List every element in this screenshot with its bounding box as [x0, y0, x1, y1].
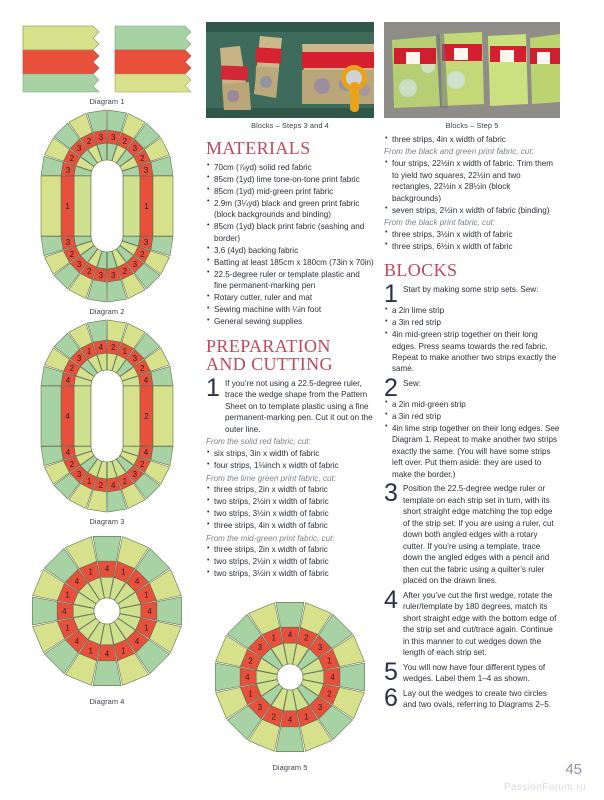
svg-text:1: 1: [88, 567, 93, 577]
list-item: • two strips, 3½in x width of fabric: [206, 568, 374, 579]
list-item: • General sewing supplies: [206, 316, 374, 327]
blocks-column: [384, 22, 560, 711]
step-number: 6: [384, 683, 398, 712]
svg-text:1: 1: [122, 346, 128, 356]
diagram-3-caption: Diagram 3: [89, 517, 125, 526]
svg-text:2: 2: [327, 689, 332, 699]
list-item: • 70cm (⅞yd) solid red fabric: [206, 162, 374, 173]
svg-text:3: 3: [257, 642, 263, 652]
cut-group-subhead: From the black and green print fabric, cut:: [384, 147, 534, 157]
svg-text:3: 3: [65, 165, 71, 175]
preparation-step-1: [206, 373, 374, 435]
svg-text:1: 1: [88, 646, 93, 656]
svg-text:4: 4: [65, 375, 71, 385]
svg-text:4: 4: [134, 576, 140, 586]
step-text: You will now have four different types of wedges. Label them 1–4 as shown.: [403, 662, 546, 684]
cut-group-midgreen: [206, 533, 374, 580]
svg-text:1: 1: [65, 202, 70, 211]
cut-group-subhead: From the solid red fabric, cut:: [206, 437, 311, 447]
svg-text:3: 3: [76, 259, 82, 269]
page-number: 45: [565, 761, 582, 778]
cut-group-subhead: From the mid-green print fabric, cut:: [206, 533, 335, 543]
photo-1-image: [206, 22, 374, 118]
list-item: • Batting at least 185cm x 180cm (73in x 70in): [206, 257, 374, 268]
list-item: • two strips, 3½in x width of fabric: [206, 508, 374, 519]
diagram-4-svg: [24, 528, 190, 694]
list-item: • a 2in mid-green strip: [384, 399, 560, 410]
step-text: Start by making some strip sets. Sew:: [403, 285, 539, 295]
list-item: • 2.9m (3¼yd) black and green print fabric (block backgrounds and binding): [206, 198, 374, 221]
list-item: • two strips, 2½in x width of fabric: [206, 496, 374, 507]
svg-text:3: 3: [110, 133, 116, 142]
diagram-1-canvas: [18, 22, 196, 94]
watermark: PassionForum.ru: [503, 782, 586, 793]
list-item: • four strips, 22½in x width of fabric. Trim them to yield two squares, 22½in and two rectangles, 22½in x 28½in (block backgrounds): [384, 158, 560, 204]
cut-group-list: [206, 448, 374, 471]
materials-column: [206, 22, 374, 774]
svg-text:4: 4: [74, 576, 80, 586]
figure-photo-2: [384, 22, 560, 130]
step-number: 3: [384, 479, 398, 508]
svg-text:1: 1: [65, 623, 70, 633]
blocks-step-6: [384, 683, 560, 712]
diagram-5-svg: [207, 594, 373, 760]
svg-text:3: 3: [132, 144, 138, 154]
svg-text:2: 2: [69, 249, 75, 259]
photo-2-image: [384, 22, 560, 118]
figure-diagram-3: [18, 318, 196, 526]
svg-text:4: 4: [65, 448, 71, 458]
svg-text:3: 3: [132, 259, 138, 269]
svg-text:3: 3: [65, 238, 71, 248]
svg-text:3: 3: [317, 703, 323, 713]
diagram-5-caption: Diagram 5: [272, 762, 308, 772]
photo-2-caption: Blocks – Step 5: [445, 121, 499, 130]
svg-text:3: 3: [143, 238, 149, 248]
svg-text:4: 4: [134, 637, 140, 647]
svg-text:1: 1: [144, 623, 149, 633]
svg-text:2: 2: [122, 136, 128, 146]
svg-text:1: 1: [271, 633, 276, 643]
list-item: • 4in lime strip together on their long edges. See Diagram 1. Repeat to make another two strips exactly the same. (You will have some strips left over. Put them aside: they are used to make the border.): [384, 423, 560, 480]
list-item: • three strips, 6½in x width of fabric: [384, 241, 560, 252]
svg-text:1: 1: [86, 477, 92, 487]
list-item: • six strips, 3in x width of fabric: [206, 448, 374, 459]
svg-text:3: 3: [132, 469, 138, 479]
materials-list: [206, 162, 374, 328]
step-text: If you’re not using a 22.5-degree ruler, trace the wedge shape from the Pattern Sheet on to template plastic using a fine permanent-marking pen. Cut it out on the outer line.: [225, 378, 373, 434]
list-item: • 85cm (1yd) black print fabric (sashing and border): [206, 221, 374, 244]
blocks-heading: BLOCKS: [384, 260, 458, 281]
list-item: • a 2in lime strip: [384, 305, 560, 316]
list-item: • two strips, 2½in x width of fabric: [206, 556, 374, 567]
step-text: Position the 22.5-degree wedge ruler or template on each strip set in turn, with its short straight edge matching the top edge of the strip set. If you are using a ruler, cut down both angled edges with a rotary cutter. If you’re using a template, trace down the angled edges with a pencil and then cut the fabric using a quilter’s ruler placed on the drawn lines.: [403, 484, 554, 586]
svg-text:1: 1: [122, 477, 128, 487]
diagram-4-caption: Diagram 4: [89, 697, 125, 706]
svg-text:4: 4: [104, 564, 110, 574]
svg-text:1: 1: [304, 712, 309, 722]
svg-text:3: 3: [76, 469, 82, 479]
svg-text:1: 1: [65, 590, 70, 600]
svg-text:4: 4: [143, 448, 149, 458]
cut-group-subhead: From the black print fabric, cut:: [384, 218, 496, 228]
svg-text:2: 2: [271, 712, 276, 722]
svg-text:3: 3: [317, 642, 323, 652]
list-item: • three strips, 2in x width of fabric: [206, 544, 374, 555]
svg-text:2: 2: [98, 481, 104, 490]
svg-text:1: 1: [248, 689, 253, 699]
svg-text:4: 4: [110, 481, 116, 490]
svg-text:2: 2: [69, 364, 75, 374]
svg-text:2: 2: [86, 267, 92, 277]
svg-text:4: 4: [74, 637, 80, 647]
figure-diagram-2: [18, 108, 196, 316]
list-item: • 3.6 (4yd) backing fabric: [206, 245, 374, 256]
svg-text:4: 4: [147, 607, 152, 616]
cut-group-subhead: From the lime green print fabric, cut:: [206, 473, 336, 483]
svg-text:4: 4: [98, 343, 104, 352]
materials-heading: MATERIALS: [206, 138, 311, 158]
blocks-step-1: [384, 280, 560, 309]
step-number: 1: [206, 373, 220, 402]
step-number: 1: [384, 280, 398, 309]
svg-text:3: 3: [143, 165, 149, 175]
svg-text:1: 1: [144, 590, 149, 600]
svg-text:1: 1: [144, 202, 149, 211]
cut-group-black-green: [384, 146, 560, 216]
svg-text:4: 4: [287, 630, 293, 640]
figure-diagram-5: [206, 594, 374, 772]
svg-text:3: 3: [76, 144, 82, 154]
svg-text:2: 2: [304, 633, 309, 643]
blocks-step-4: [384, 585, 560, 659]
svg-text:4: 4: [287, 715, 293, 725]
list-item: • a 3in red strip: [384, 317, 560, 328]
svg-text:1: 1: [86, 346, 92, 356]
diagram-4-canvas: [18, 528, 196, 694]
step-text: Lay out the wedges to create two circles and two ovals, referring to Diagrams 2–5.: [403, 688, 552, 710]
svg-text:2: 2: [69, 459, 75, 469]
cut-group-lime: [206, 473, 374, 532]
svg-text:3: 3: [76, 354, 82, 364]
list-item: • a 3in red strip: [384, 411, 560, 422]
cut-group-list: [206, 544, 374, 579]
figure-photo-1: [206, 22, 374, 130]
svg-text:4: 4: [62, 607, 67, 616]
svg-text:3: 3: [132, 354, 138, 364]
diagram-1-svg: [21, 22, 193, 94]
step-number: 4: [384, 585, 398, 614]
diagram-5-canvas: [206, 594, 374, 760]
svg-text:3: 3: [98, 133, 104, 142]
list-item: • three strips, 4in x width of fabric: [206, 520, 374, 531]
diagram-1-caption: Diagram 1: [89, 97, 125, 106]
list-item: • 22.5-degree ruler or template plastic and fine permanent-marking pen: [206, 269, 374, 292]
blocks-step-5: [384, 657, 560, 686]
diagram-2-canvas: [18, 108, 196, 304]
svg-text:2: 2: [139, 249, 145, 259]
list-item: • 4in mid-green strip together on their long edges. Press seams towards the red fabric. Repeat to make another two strips exactly the same.: [384, 329, 560, 375]
diagrams-column: [18, 22, 196, 708]
step-number: 2: [384, 373, 398, 402]
list-item: • four strips, 1⅛inch x width of fabric: [206, 460, 374, 471]
list-item: • Rotary cutter, ruler and mat: [206, 292, 374, 303]
list-item: • seven strips, 2½in x width of fabric (binding): [384, 205, 560, 216]
svg-text:4: 4: [245, 672, 250, 682]
figure-diagram-4: [18, 528, 196, 706]
svg-text:2: 2: [86, 136, 92, 146]
blocks-step-2-list: [384, 399, 560, 480]
svg-text:2: 2: [110, 343, 116, 352]
cut-group-list: [384, 229, 560, 252]
svg-text:1: 1: [121, 646, 126, 656]
blocks-step-1-list: [384, 305, 560, 375]
svg-text:1: 1: [327, 656, 332, 666]
svg-text:2: 2: [139, 364, 145, 374]
step-text: After you’ve cut the first wedge, rotate the ruler/template by 180 degrees, match its short straight edge with the bottom edge of the strip set and cut/trace again. Continue in this manner to cut wedges down the length of each strip set.: [403, 590, 557, 658]
cutting-continued-list: [384, 134, 560, 145]
step-number: 5: [384, 657, 398, 686]
list-item: • 85cm (1yd) lime tone-on-tone print fabric: [206, 174, 374, 185]
diagram-2-svg: [22, 108, 192, 304]
svg-text:2: 2: [144, 412, 149, 421]
cut-group-list: [384, 158, 560, 216]
svg-text:3: 3: [257, 703, 263, 713]
blocks-step-3: [384, 479, 560, 586]
svg-text:2: 2: [139, 154, 145, 164]
page-columns: [18, 22, 586, 774]
svg-text:2: 2: [248, 656, 253, 666]
svg-text:4: 4: [65, 412, 70, 421]
svg-text:2: 2: [69, 154, 75, 164]
svg-text:4: 4: [330, 672, 335, 682]
blocks-step-2: [384, 373, 560, 402]
diagram-3-svg: [22, 318, 192, 514]
photo-1-caption: Blocks – Steps 3 and 4: [251, 121, 329, 130]
cut-group-list: [206, 484, 374, 531]
preparation-heading: PREPARATION AND CUTTING: [206, 335, 333, 375]
list-item: • 85cm (1yd) mid-green print fabric: [206, 186, 374, 197]
svg-text:3: 3: [110, 271, 116, 280]
cut-group-black-print: [384, 217, 560, 252]
svg-text:4: 4: [104, 649, 110, 659]
svg-text:3: 3: [98, 271, 104, 280]
list-item: • Sewing machine with ¼in foot: [206, 304, 374, 315]
cut-group-red: [206, 436, 374, 471]
list-item: • three strips, 2in x width of fabric: [206, 484, 374, 495]
step-text: Sew:: [403, 378, 421, 388]
list-item: • three strips, 4in x width of fabric: [384, 134, 560, 145]
svg-text:1: 1: [121, 567, 126, 577]
diagram-2-caption: Diagram 2: [89, 307, 125, 316]
list-item: • three strips, 3½in x width of fabric: [384, 229, 560, 240]
svg-text:2: 2: [139, 459, 145, 469]
svg-text:2: 2: [122, 267, 128, 277]
svg-text:4: 4: [143, 375, 149, 385]
diagram-3-canvas: [18, 318, 196, 514]
figure-diagram-1: [18, 22, 196, 106]
